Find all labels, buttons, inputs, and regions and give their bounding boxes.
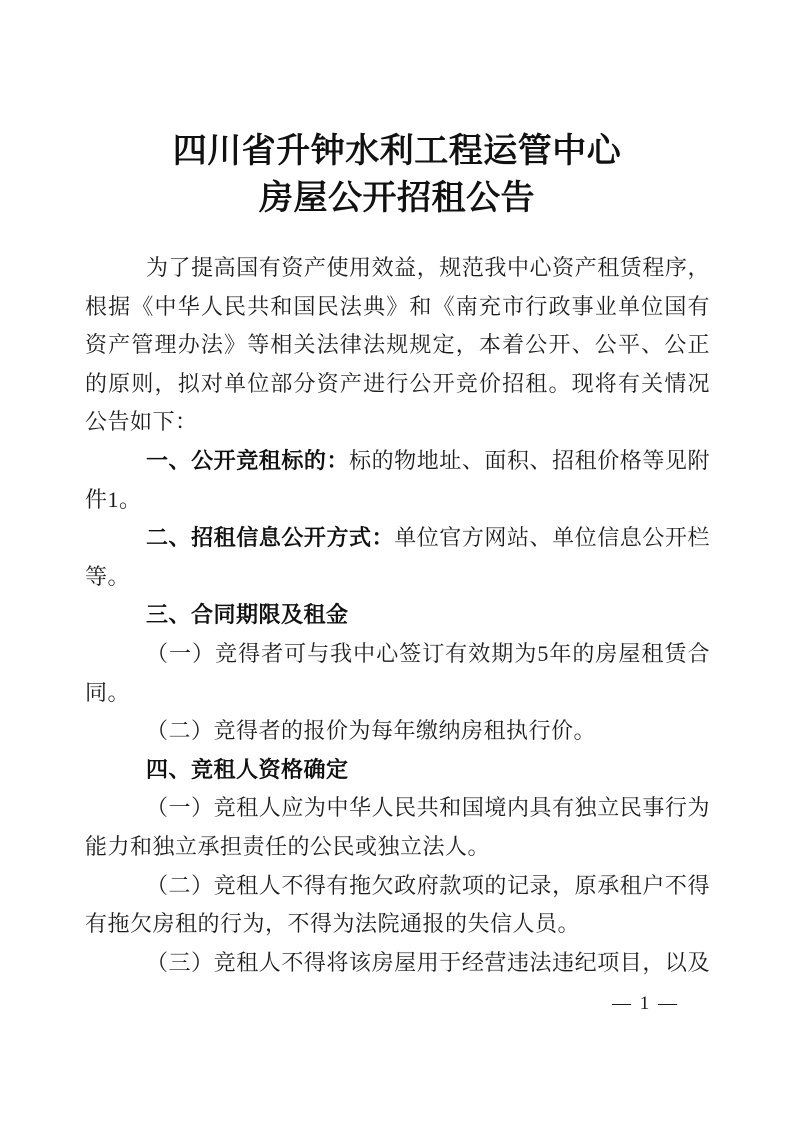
item2-text: 单位官方网站、单位信息公开栏 <box>394 525 710 551</box>
section3-para1-line-2: 同。 <box>85 679 131 705</box>
intro-line-2: 根据《中华人民共和国民法典》和《南充市行政事业单位国有 <box>85 293 710 319</box>
item1-line-1 <box>85 442 710 481</box>
section3-para1-line-1: （一）竞得者可与我中心签订有效期为5年的房屋租赁合 <box>146 640 710 666</box>
section3-heading: 三、合同期限及租金 <box>146 602 349 628</box>
section4-para1-line-1: （一）竞租人应为中华人民共和国境内具有独立民事行为 <box>146 795 710 821</box>
intro-line-5: 公告如下： <box>85 409 198 435</box>
intro-line-3: 资产管理办法》等相关法律法规规定，本着公开、公平、公正 <box>85 332 710 358</box>
item2-line-1 <box>85 519 710 558</box>
section4-heading: 四、竞租人资格确定 <box>146 756 349 782</box>
page-number: — 1 — <box>612 993 679 1014</box>
item1-line-2: 件1。 <box>85 486 142 512</box>
intro-line-1: 为了提高国有资产使用效益，规范我中心资产租赁程序， <box>146 255 710 280</box>
item2-label: 二、招租信息公开方式： <box>146 525 395 551</box>
item2-line-2: 等。 <box>85 563 131 589</box>
item1-label: 一、公开竞租标的： <box>146 447 350 473</box>
document-title <box>0 128 794 222</box>
section4-para2-line-1: （二）竞租人不得有拖欠政府款项的记录，原承租户不得 <box>146 872 710 898</box>
section4-para3-line-1: （三）竞租人不得将该房屋用于经营违法违纪项目，以及 <box>146 949 710 975</box>
intro-line-4: 的原则，拟对单位部分资产进行公开竞价招租。现将有关情况 <box>85 370 710 396</box>
section4-para2-line-2: 有拖欠房租的行为，不得为法院通报的失信人员。 <box>85 911 581 937</box>
section3-para2: （二）竞得者的报价为每年缴纳房租执行价。 <box>146 718 597 744</box>
section4-para1-line-2: 能力和独立承担责任的公民或独立法人。 <box>85 833 491 859</box>
title-line-1: 四川省升钟水利工程运管中心 <box>172 133 622 170</box>
item1-text: 标的物地址、面积、招租价格等见附 <box>349 447 710 473</box>
title-line-2: 房屋公开招租公告 <box>259 180 535 217</box>
document-body <box>85 249 710 982</box>
